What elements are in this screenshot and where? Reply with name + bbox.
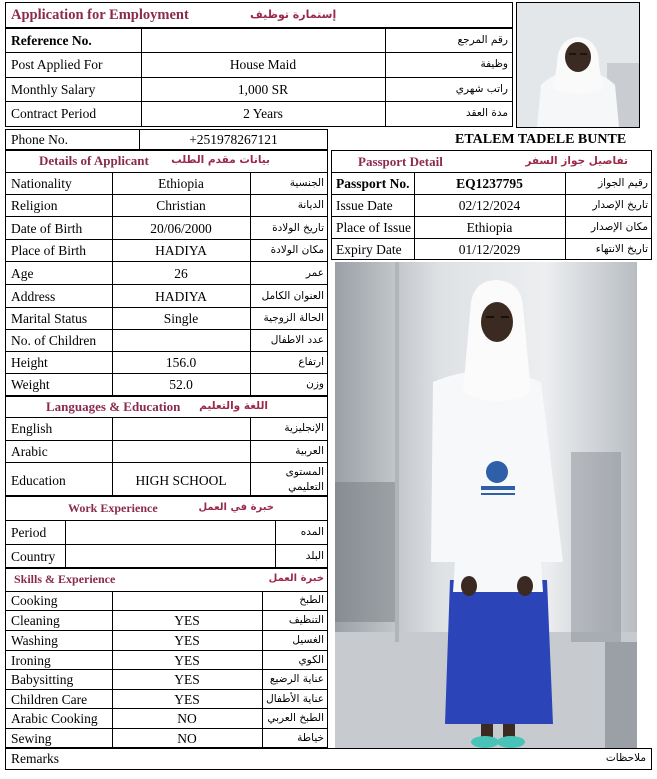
passport-title-en: Passport Detail [358, 154, 443, 169]
washing-label: Washing [11, 633, 58, 648]
weight-label: Weight [11, 377, 50, 392]
post-label: Post Applied For [11, 57, 103, 72]
full-body-photo [335, 262, 637, 748]
arabic-label: Arabic [11, 444, 48, 459]
sewing-label: Sewing [11, 731, 52, 746]
contract-value: 2 Years [243, 106, 283, 121]
remarks-label-ar: ملاحظات [605, 752, 646, 764]
address-label-ar: العنوان الكامل [261, 290, 324, 302]
education-value: HIGH SCHOOL [135, 473, 227, 488]
ironing-value: YES [174, 653, 200, 668]
issue-date-label: Issue Date [336, 198, 393, 213]
issue-date-value: 02/12/2024 [458, 198, 521, 213]
country-label-ar: البلد [305, 550, 324, 562]
age-label-ar: عمر [305, 267, 324, 279]
passport-title-ar: تفاصيل جواز السفر [525, 155, 628, 167]
address-value: HADIYA [155, 289, 207, 304]
languages-title-en: Languages & Education [46, 399, 181, 414]
marital-label-ar: الحالة الزوجية [263, 312, 324, 324]
phone-label: Phone No. [11, 132, 68, 147]
weight-value: 52.0 [169, 377, 193, 392]
washing-value: YES [174, 633, 200, 648]
passport-no-label: Passport No. [336, 176, 410, 191]
expiry-date-value: 01/12/2029 [458, 242, 521, 257]
reference-label-ar: رقم المرجع [457, 34, 508, 46]
children-label: No. of Children [11, 333, 97, 348]
country-label: Country [11, 549, 56, 564]
work-title-ar: خبرة في العمل [198, 502, 274, 513]
contract-label: Contract Period [11, 106, 97, 121]
arabic-cooking-label-ar: الطبخ العربي [267, 712, 324, 724]
post-value: House Maid [229, 57, 297, 72]
religion-label: Religion [11, 198, 58, 213]
applicant-name: ETALEM TADELE BUNTE [455, 132, 627, 147]
remarks-label: Remarks [11, 751, 59, 766]
nationality-value: Ethiopia [158, 176, 204, 191]
remarks-row [5, 748, 652, 770]
education-label: Education [11, 473, 66, 488]
height-value: 156.0 [165, 355, 197, 370]
sewing-label-ar: خياطة [297, 732, 324, 744]
marital-label: Marital Status [11, 311, 88, 326]
salary-value: 1,000 SR [237, 82, 289, 97]
babysitting-label-ar: عناية الرضيع [269, 673, 324, 685]
expiry-date-label-ar: تاريخ الانتهاء [595, 243, 648, 255]
washing-label-ar: الغسيل [292, 634, 324, 646]
weight-label-ar: وزن [306, 378, 324, 390]
work-title-en: Work Experience [68, 501, 158, 515]
passport-no-value: EQ1237795 [456, 176, 523, 191]
babysitting-label: Babysitting [11, 672, 74, 687]
ironing-label-ar: الكوي [298, 654, 324, 666]
passport-no-label-ar: رقيم الجواز [598, 177, 648, 189]
pob-label: Place of Birth [11, 243, 86, 258]
english-label-ar: الإنجليزية [284, 422, 324, 434]
sewing-value: NO [177, 731, 197, 746]
dob-label: Date of Birth [11, 221, 83, 236]
age-value: 26 [174, 266, 188, 281]
pob-label-ar: مكان الولادة [270, 244, 324, 256]
babysitting-value: YES [174, 672, 200, 687]
cooking-label: Cooking [11, 593, 58, 608]
education-label-ar-line2: التعليمي [288, 481, 324, 493]
nationality-label: Nationality [11, 176, 72, 191]
title-ar: إستمارة توظيف [250, 8, 337, 21]
languages-title-ar: اللغة والتعليم [199, 400, 268, 412]
children-care-label-ar: عناية الأطفال [266, 693, 324, 705]
religion-label-ar: الديانة [297, 199, 324, 211]
small-photo [516, 2, 640, 128]
place-issue-label: Place of Issue [336, 220, 411, 235]
height-label-ar: ارتفاع [298, 356, 324, 368]
arabic-cooking-value: NO [177, 711, 197, 726]
height-label: Height [11, 355, 48, 370]
place-issue-value: Ethiopia [466, 220, 513, 235]
skills-title-en: Skills & Experience [14, 572, 116, 586]
arabic-cooking-label: Arabic Cooking [11, 711, 98, 726]
skills-title-ar: خبرة العمل [268, 573, 324, 584]
details-title-en: Details of Applicant [39, 153, 149, 168]
english-label: English [11, 421, 53, 436]
ironing-label: Ironing [11, 653, 51, 668]
children-label-ar: عدد الاطفال [270, 334, 324, 346]
cooking-label-ar: الطبخ [299, 594, 324, 606]
cleaning-label: Cleaning [11, 613, 60, 628]
details-title-ar: بيانات مقدم الطلب [171, 154, 270, 166]
arabic-label-ar: العربية [295, 445, 324, 457]
contract-label-ar: مدة العقد [466, 107, 508, 119]
age-label: Age [11, 266, 34, 281]
salary-label-ar: راتب شهري [455, 83, 508, 95]
children-care-label: Children Care [11, 692, 88, 707]
pob-value: HADIYA [155, 243, 207, 258]
address-label: Address [11, 289, 56, 304]
period-label: Period [11, 525, 47, 540]
place-issue-label-ar: مكان الإصدار [591, 221, 648, 233]
education-label-ar: المستوى [285, 466, 324, 478]
religion-value: Christian [156, 198, 206, 213]
nationality-label-ar: الجنسية [289, 177, 324, 189]
cleaning-value: YES [174, 613, 200, 628]
dob-value: 20/06/2000 [150, 221, 212, 236]
cleaning-label-ar: التنظيف [288, 614, 324, 626]
dob-label-ar: تاريخ الولادة [272, 222, 324, 234]
expiry-date-label: Expiry Date [336, 242, 402, 257]
issue-date-label-ar: تاريخ الإصدار [592, 199, 648, 211]
period-label-ar: المده [300, 526, 324, 538]
marital-value: Single [163, 311, 199, 326]
phone-value: +251978267121 [189, 132, 278, 147]
title-en: Application for Employment [11, 7, 189, 23]
reference-label: Reference No. [11, 33, 92, 48]
children-care-value: YES [174, 692, 200, 707]
salary-label: Monthly Salary [11, 82, 96, 97]
post-label-ar: وظيفة [480, 58, 508, 70]
